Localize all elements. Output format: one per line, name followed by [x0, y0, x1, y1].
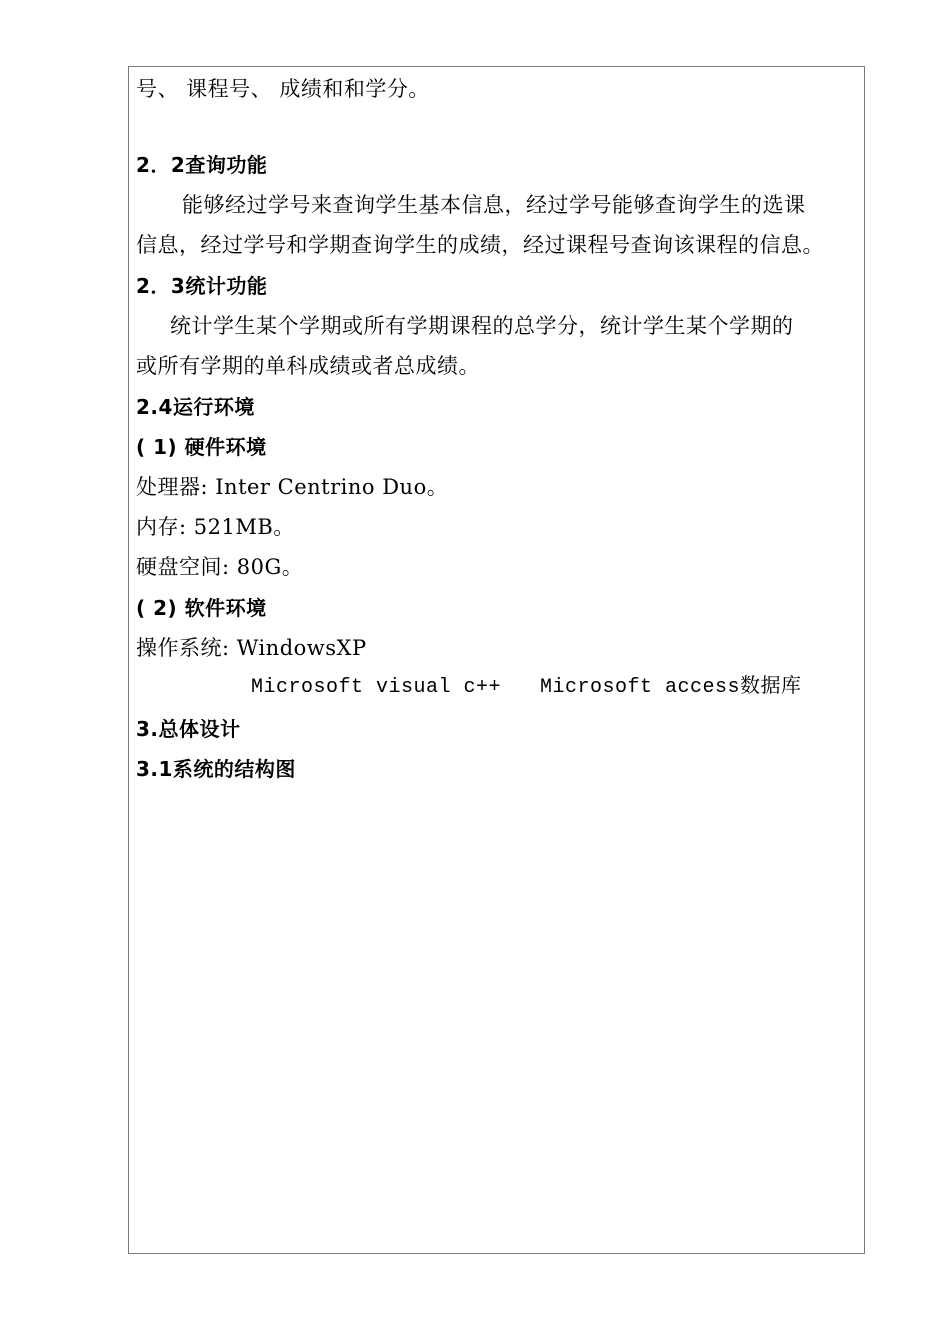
- section-heading-3-1: 3.1系统的结构图: [136, 757, 296, 781]
- subheading-hardware: ( 1) 硬件环境: [136, 435, 267, 459]
- spec-disk: 硬盘空间: 80G。: [136, 555, 304, 579]
- subheading-software: ( 2) 软件环境: [136, 596, 267, 620]
- paragraph-line: 信息，经过学号和学期查询学生的成绩，经过课程号查询该课程的信息。: [136, 233, 824, 257]
- text-line: 号、 课程号、 成绩和和学分。: [136, 77, 430, 101]
- spec-software-access: Microsoft access数据库: [540, 676, 802, 699]
- spec-software-visual-cpp: Microsoft visual c++: [251, 676, 502, 699]
- paragraph-line: 统计学生某个学期或所有学期课程的总学分，统计学生某个学期的: [170, 314, 794, 338]
- spec-memory: 内存: 521MB。: [136, 515, 295, 539]
- paragraph-line: 能够经过学号来查询学生基本信息，经过学号能够查询学生的选课: [182, 193, 806, 217]
- spec-os: 操作系统: WindowsXP: [136, 636, 367, 660]
- section-heading-3: 3.总体设计: [136, 717, 241, 741]
- section-heading-2-4: 2.4运行环境: [136, 395, 255, 419]
- spec-cpu: 处理器: Inter Centrino Duo。: [136, 475, 449, 499]
- paragraph-line: 或所有学期的单科成绩或者总成绩。: [136, 354, 480, 378]
- section-heading-2-2: 2．2查询功能: [136, 153, 268, 177]
- section-heading-2-3: 2．3统计功能: [136, 274, 268, 298]
